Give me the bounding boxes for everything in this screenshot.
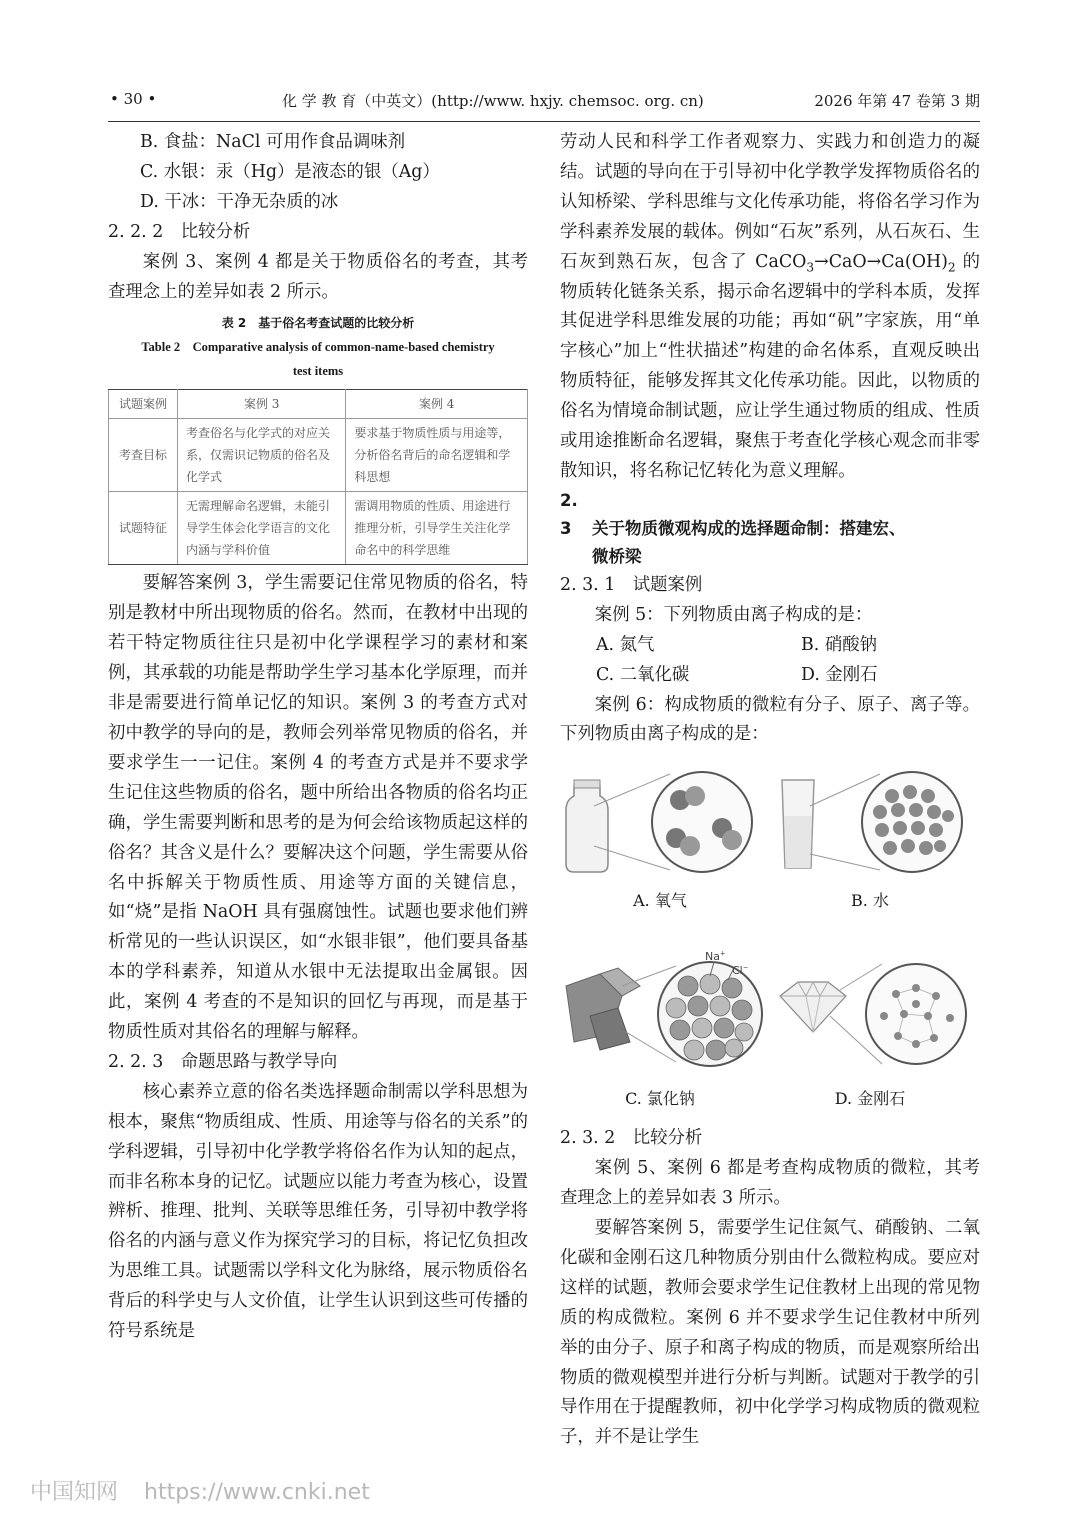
option-b: B. 食盐：NaCl 可用作食品调味剂 (140, 132, 406, 152)
section-2-3-1-heading: 2. 3. 1 试题案例 (560, 574, 703, 595)
paragraph: 案例 3、案例 4 都是关于物质俗名的考查，其考查理念上的差异如表 2 所示。 (108, 251, 528, 302)
row-label: 试题特征 (109, 492, 178, 565)
section-2-3-2-heading: 2. 3. 2 比较分析 (560, 1128, 703, 1149)
table-row (109, 419, 528, 492)
figure-label-b: B. 水 (851, 891, 889, 911)
table-caption-en-cont: test items (292, 364, 344, 379)
ion-label-na: Na+ (705, 949, 726, 964)
watermark-url: https://www.cnki.net (144, 1480, 370, 1505)
microscopic-model-figure (560, 756, 980, 1116)
cnki-watermark (30, 1475, 370, 1506)
section-2-2-3-heading: 2. 2. 3 命题思路与教学导向 (108, 1051, 338, 1072)
table-caption-cn: 表 2 基于俗名考查试题的比较分析 (221, 316, 415, 331)
page-number: • 30 • (110, 90, 157, 108)
water-model-illustration (770, 766, 970, 876)
case-5-stem: 案例 5：下列物质由离子构成的是： (594, 604, 873, 625)
issue-info: 2026 年第 47 卷第 3 期 (814, 92, 980, 110)
table-row (109, 492, 528, 565)
header-rule (108, 121, 980, 122)
table-cell: 考查俗名与化学式的对应关系，仅需识记物质的俗名及化学式 (178, 419, 346, 492)
option-c: C. 二氧化碳 (596, 664, 690, 685)
option-a: A. 氮气 (596, 634, 655, 655)
section-2-3-heading: 2. 3 关于物质微观构成的选择题命制：搭建宏、 微桥梁 (560, 490, 906, 566)
table-header-row (109, 390, 528, 419)
option-b: B. 硝酸钠 (801, 634, 878, 655)
table-header-cell: 案例 3 (178, 390, 346, 419)
paragraph: 核心素养立意的俗名类选择题命制需以学科思想为根本，聚焦“物质组成、性质、用途等与俗名的关系”的学科逻辑，引导初中化学教学将俗名作为认知的起点，而非名称本身的记忆。试题应以能力考查为核心，设置辨析、推理、批判、关联等思维任务，引导初中教学将俗名的内涵与意义作为探究学习的目标，将记忆负担改为思维工具。试题需以学科文化为脉络，展示物质俗名背后的科学史与人文价值，让学生认识到这些可传播的符号系统是 (108, 1081, 528, 1342)
case-6-stem: 案例 6：构成物质的微粒有分子、原子、离子等。下列物质由离子构成的是： (560, 694, 980, 745)
table-header-cell: 案例 4 (346, 390, 528, 419)
table-2 (108, 311, 528, 565)
table-caption-en: Table 2 Comparative analysis of common-name-based chemistry (141, 340, 495, 355)
figure-label-d: D. 金刚石 (834, 1089, 906, 1109)
journal-title: 化 学 教 育（中英文）(http://www. hxjy. chemsoc. org. cn) (282, 92, 704, 110)
diamond-model-illustration (770, 946, 970, 1076)
option-d: D. 干冰：干净无杂质的冰 (140, 191, 339, 212)
ion-label-cl: Cl− (732, 963, 749, 978)
running-header (110, 90, 980, 114)
table-header-cell: 试题案例 (109, 390, 178, 419)
table-cell: 无需理解命名逻辑，未能引导学生体会化学语言的文化内涵与学科价值 (178, 492, 346, 565)
case-5-options (596, 631, 980, 691)
section-2-2-2-heading: 2. 2. 2 比较分析 (108, 221, 251, 242)
comparison-table (108, 389, 528, 565)
figure-label-a: A. 氧气 (633, 891, 687, 911)
table-cell: 要求基于物质性质与用途等，分析俗名背后的命名逻辑和学科思想 (346, 419, 528, 492)
row-label: 考查目标 (109, 419, 178, 492)
left-column (108, 128, 528, 1347)
option-c: C. 水银：汞（Hg）是液态的银（Ag） (140, 161, 440, 182)
watermark-brand: 中国知网 (30, 1480, 119, 1505)
oxygen-model-illustration (560, 766, 760, 876)
paragraph: 要解答案例 5，需要学生记住氮气、硝酸钠、二氧化碳和金刚石这几种物质分别由什么微粒构成。要应对这样的试题，教师会要求学生记住教材上出现的常见物质的构成微粒。案例 6 并不要求学生记住教材中所列举的由分子、原子和离子构成的物质，而是观察所给出物质的微观模型并进行分析与判断。试题对于教学的引导作用在于提醒教师，初中化学学习构成物质的微观粒子，并不是让学生 (560, 1218, 980, 1448)
right-column (560, 128, 980, 1453)
paragraph: 劳动人民和科学工作者观察力、实践力和创造力的凝结。试题的导向在于引导初中化学教学发挥物质俗名的认知桥梁、学科思维与文化传承功能，将俗名学习作为学科素养发展的载体。例如“石灰”系列，从石灰石、生石灰到熟石灰，包含了 $CaCO_3\to CaO\to Ca(OH)_2$ 的物质转化链条关系，揭示命名逻辑中的学科本质，发挥其促进学科思维发展的功能；再如“矾”字家族，用“单字核心”加上“性状描述”构建的命名体系，直观反映出物质特征，能够发挥其文化传承功能。因此，以物质的俗名为情境命制试题，应让学生通过物质的组成、性质或用途推断命名逻辑，聚焦于考查化学核心观念而非零散知识，将名称记忆转化为意义理解。 (560, 132, 980, 481)
figure-label-c: C. 氯化钠 (625, 1089, 695, 1109)
paragraph: 案例 5、案例 6 都是考查构成物质的微粒，其考查理念上的差异如表 3 所示。 (560, 1158, 980, 1209)
option-d: D. 金刚石 (801, 664, 878, 685)
table-cell: 需调用物质的性质、用途进行推理分析，引导学生关注化学命名中的科学思维 (346, 492, 528, 565)
paragraph: 要解答案例 3，学生需要记住常见物质的俗名，特别是教材中所出现物质的俗名。然而，在教材中出现的若干特定物质往往只是初中化学课程学习的素材和案例，其承载的功能是帮助学生学习基本化学原理，而并非是需要进行简单记忆的知识。案例 3 的考查方式对初中教学的导向的是，教师会列举常见物质的俗名，并要求学生一一记住。案例 4 的考查方式是并不要求学生记住这些物质的俗名，题中所给出各物质的俗名均正确，学生需要判断和思考的是为何会给该物质起这样的俗名？其含义是什么？要解决这个问题，学生需要从俗名中拆解关于物质性质、用途等方面的关键信息，如“烧”是指 NaOH 具有强腐蚀性。试题也要求他们辨析常见的一些认识误区，如“水银非银”，他们要具备基本的学科素养，知道从水银中无法提取出金属银。因此，案例 4 考查的不是知识的回忆与再现，而是基于物质性质对其俗名的理解与解释。 (108, 573, 528, 1043)
